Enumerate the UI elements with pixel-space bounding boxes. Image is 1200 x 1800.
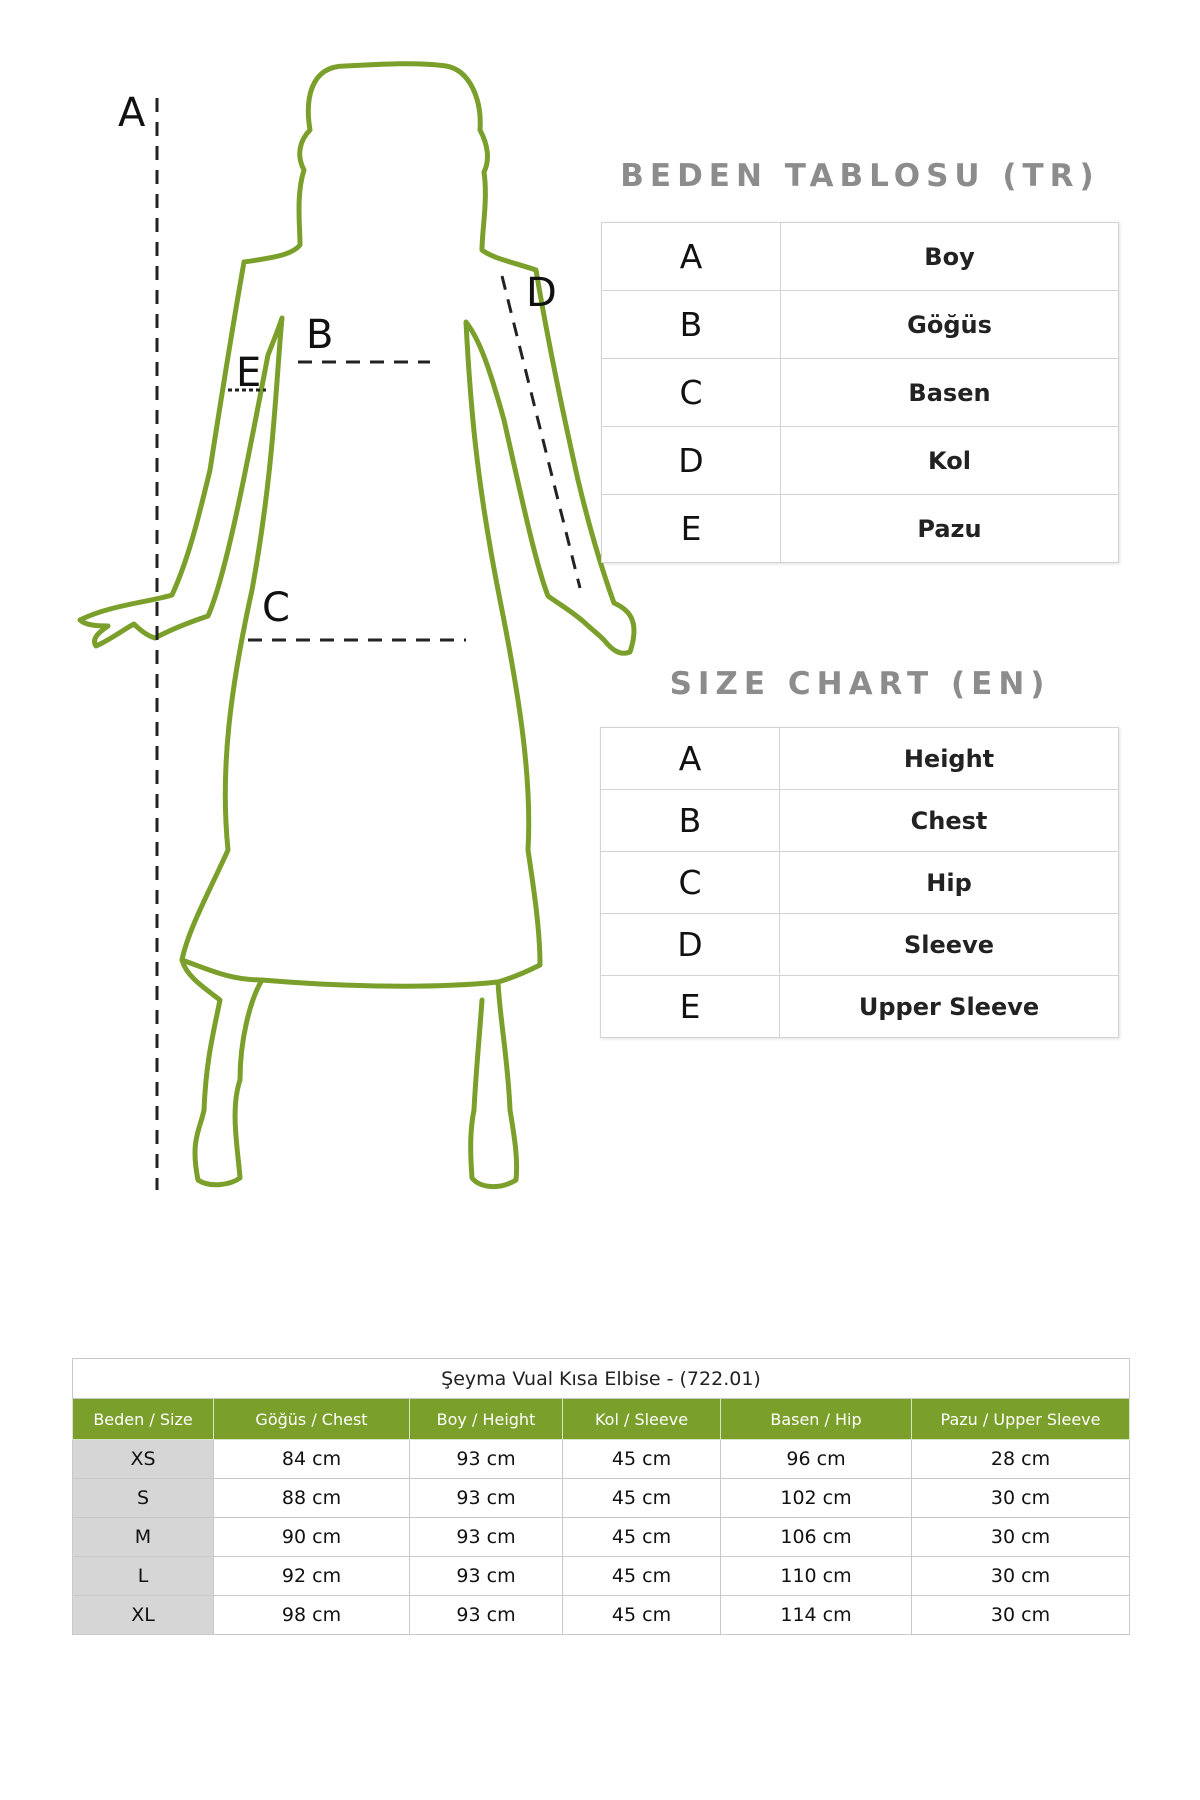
row-key: E <box>601 976 780 1038</box>
table-row <box>73 1440 1130 1479</box>
hip-cell: 102 cm <box>721 1479 912 1518</box>
measurement-figure <box>0 0 640 1200</box>
table-row <box>601 790 1119 852</box>
row-key: D <box>601 914 780 976</box>
tr-chart-title: BEDEN TABLOSU (TR) <box>620 158 1100 194</box>
height-cell: 93 cm <box>410 1518 563 1557</box>
table-row <box>602 291 1119 359</box>
size-table-caption: Şeyma Vual Kısa Elbise - (722.01) <box>73 1359 1130 1399</box>
upper-sleeve-cell: 28 cm <box>912 1440 1130 1479</box>
table-row <box>73 1479 1130 1518</box>
silhouette-body <box>182 960 498 1110</box>
chest-cell: 84 cm <box>214 1440 410 1479</box>
dress-silhouette-diagram <box>0 0 640 1200</box>
column-header: Göğüs / Chest <box>214 1399 410 1440</box>
table-row <box>601 914 1119 976</box>
row-label: Hip <box>780 852 1119 914</box>
hip-cell: 110 cm <box>721 1557 912 1596</box>
upper-sleeve-cell: 30 cm <box>912 1596 1130 1635</box>
table-row <box>602 427 1119 495</box>
size-table <box>72 1358 1130 1635</box>
chest-cell: 88 cm <box>214 1479 410 1518</box>
table-row <box>73 1596 1130 1635</box>
sleeve-cell: 45 cm <box>563 1440 721 1479</box>
row-label: Pazu <box>781 495 1119 563</box>
height-cell: 93 cm <box>410 1440 563 1479</box>
measure-label-c: C <box>262 585 290 631</box>
hip-cell: 106 cm <box>721 1518 912 1557</box>
height-cell: 93 cm <box>410 1557 563 1596</box>
row-label: Height <box>780 728 1119 790</box>
table-row <box>601 976 1119 1038</box>
column-header: Boy / Height <box>410 1399 563 1440</box>
row-label: Boy <box>781 223 1119 291</box>
row-key: B <box>602 291 781 359</box>
row-key: B <box>601 790 780 852</box>
height-cell: 93 cm <box>410 1479 563 1518</box>
size-table-body <box>73 1440 1130 1635</box>
dress-silhouette-outline <box>80 64 634 1187</box>
size-table-header <box>73 1399 1130 1440</box>
table-row <box>73 1557 1130 1596</box>
row-label: Kol <box>781 427 1119 495</box>
row-key: E <box>602 495 781 563</box>
measure-label-d: D <box>526 270 557 316</box>
upper-sleeve-cell: 30 cm <box>912 1479 1130 1518</box>
row-label: Basen <box>781 359 1119 427</box>
size-cell: XS <box>73 1440 214 1479</box>
size-cell: S <box>73 1479 214 1518</box>
row-key: C <box>602 359 781 427</box>
table-row <box>601 728 1119 790</box>
chest-cell: 98 cm <box>214 1596 410 1635</box>
row-label: Sleeve <box>780 914 1119 976</box>
chest-cell: 90 cm <box>214 1518 410 1557</box>
row-key: C <box>601 852 780 914</box>
measure-label-e: E <box>236 350 262 396</box>
sleeve-cell: 45 cm <box>563 1596 721 1635</box>
table-row <box>602 359 1119 427</box>
size-cell: XL <box>73 1596 214 1635</box>
size-cell: M <box>73 1518 214 1557</box>
column-header: Beden / Size <box>73 1399 214 1440</box>
height-cell: 93 cm <box>410 1596 563 1635</box>
hip-cell: 114 cm <box>721 1596 912 1635</box>
row-key: A <box>601 728 780 790</box>
column-header: Pazu / Upper Sleeve <box>912 1399 1130 1440</box>
measure-label-a: A <box>118 90 146 136</box>
upper-sleeve-cell: 30 cm <box>912 1518 1130 1557</box>
table-row <box>602 495 1119 563</box>
table-row <box>602 223 1119 291</box>
size-cell: L <box>73 1557 214 1596</box>
upper-sleeve-cell: 30 cm <box>912 1557 1130 1596</box>
hip-cell: 96 cm <box>721 1440 912 1479</box>
tr-measurement-table <box>601 222 1119 563</box>
measure-label-b: B <box>306 312 334 358</box>
row-label: Chest <box>780 790 1119 852</box>
row-key: D <box>602 427 781 495</box>
column-header: Basen / Hip <box>721 1399 912 1440</box>
sleeve-cell: 45 cm <box>563 1557 721 1596</box>
en-chart-title: SIZE CHART (EN) <box>669 666 1051 702</box>
en-measurement-table <box>600 727 1119 1038</box>
table-row <box>601 852 1119 914</box>
table-row <box>73 1518 1130 1557</box>
chest-cell: 92 cm <box>214 1557 410 1596</box>
sleeve-cell: 45 cm <box>563 1518 721 1557</box>
row-key: A <box>602 223 781 291</box>
row-label: Göğüs <box>781 291 1119 359</box>
row-label: Upper Sleeve <box>780 976 1119 1038</box>
column-header: Kol / Sleeve <box>563 1399 721 1440</box>
sleeve-cell: 45 cm <box>563 1479 721 1518</box>
